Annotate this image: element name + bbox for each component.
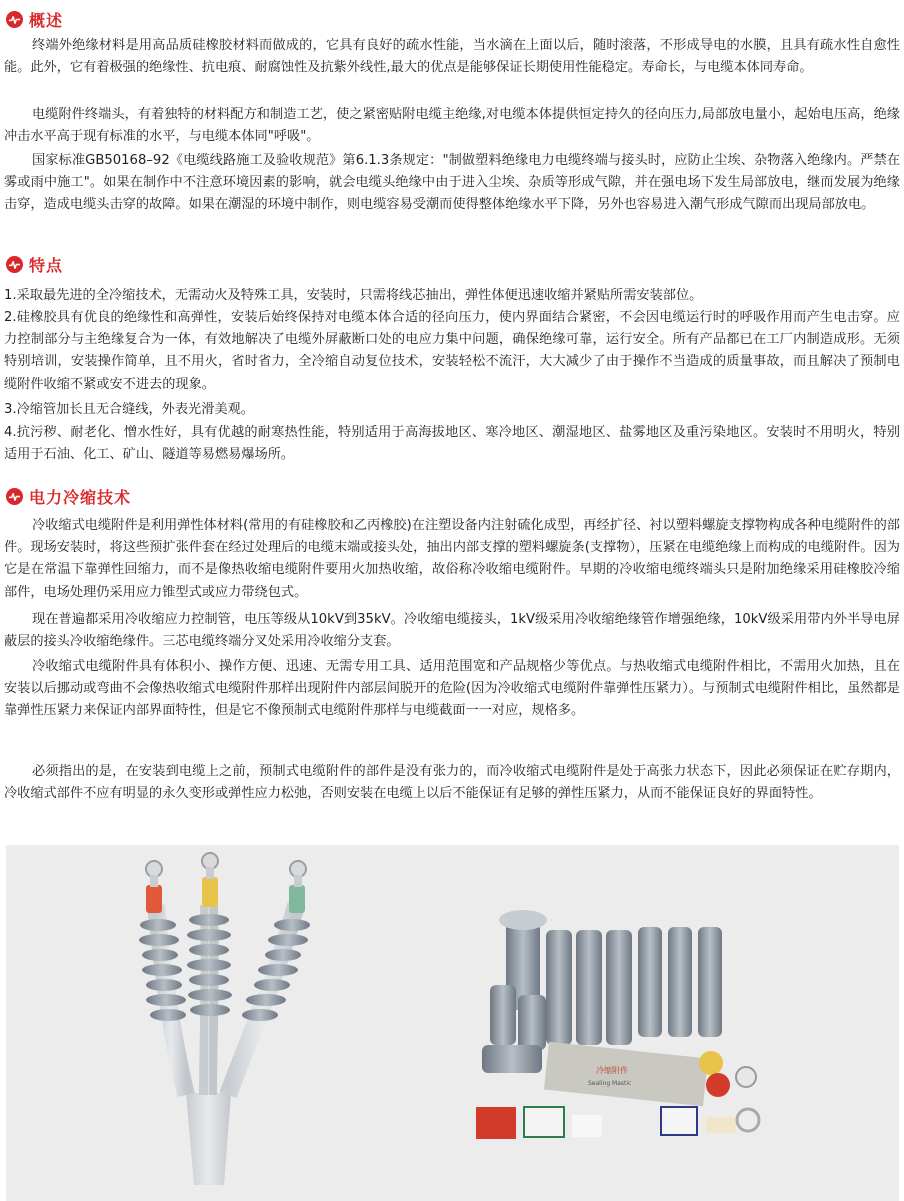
kit-label-chinese: 冷缩附件 — [596, 1066, 628, 1075]
cold-shrink-paragraph-3: 冷收缩式电缆附件具有体积小、操作方便、迅速、无需专用工具、适用范围宽和产品规格少等优点。与热收缩式电缆附件相比，不需用火加热，且在安装以后挪动或弯曲不会像热收缩式电缆附件那样出现附件内部层间脱开的危险(因为冷收缩式电缆附件靠弹性压紧力）。与预制式电缆附件相比，虽然都是靠弹性压紧力来保证内部界面特性，但是它不像预制式电缆附件那样与电缆截面一一对应，规格多。 — [4, 659, 900, 719]
overview-paragraph-2: 电缆附件终端头，有着独特的材料配方和制造工艺，使之紧密贴附电缆主绝缘,对电缆本体提供恒定持久的径向压力,局部放电量小，起始电压高，绝缘冲击水平高于现有标准的水平，与电缆本体同"呼吸"。 — [4, 107, 900, 145]
section-title-overview: 概述 — [29, 10, 64, 30]
cold-shrink-paragraph-2: 现在普遍都采用冷收缩应力控制管，电压等级从10kV到35kV。冷收缩电缆接头，1kV级采用冷收缩绝缘管作增强绝缘，10kV级采用带内外半导电屏蔽层的接头冷收缩绝缘件。三芯电缆终端分叉处采用冷收缩分支套。 — [4, 612, 900, 650]
overview-paragraph-3: 国家标准GB50168–92《电缆线路施工及验收规范》第6.1.3条规定："制做塑料绝缘电力电缆终端与接头时，应防止尘埃、杂物落入绝缘内。严禁在雾或雨中施工"。如果在制作中不注意环境因素的影响，就会电缆头绝缘中由于进入尘埃、杂质等形成气隙，并在强电场下发生局部放电，继而发展为绝缘击穿，造成电缆头击穿的故障。如果在潮湿的环境中制作，则电缆容易受潮而使得整体绝缘水平下降，另外也容易进入潮气形成气隙而出现局部放电。 — [4, 153, 900, 213]
heartbeat-icon — [6, 488, 23, 505]
product-photo-band — [6, 845, 899, 1201]
section-heading-features — [6, 253, 63, 275]
kit-label-english: Sealing Mastic — [588, 1080, 632, 1087]
cable-termination-image — [6, 845, 899, 1201]
section-heading-cold-shrink — [6, 485, 131, 507]
section-title-cold-shrink: 电力冷缩技术 — [29, 487, 132, 507]
cold-shrink-paragraph-4: 必须指出的是，在安装到电缆上之前，预制式电缆附件的部件是没有张力的，而冷收缩式电缆附件是处于高张力状态下，因此必须保证在贮存期内，冷收缩式部件不应有明显的永久变形或弹性应力松弛，否则安装在电缆上以后不能保证有足够的弹性压紧力，从而不能保证良好的界面特性。 — [4, 764, 900, 802]
heartbeat-icon — [6, 256, 23, 273]
features-item-3: 3.冷缩管加长且无合缝线，外表光滑美观。 — [4, 402, 254, 417]
cold-shrink-paragraph-1: 冷收缩式电缆附件是利用弹性体材料(常用的有硅橡胶和乙丙橡胶)在注塑设备内注射硫化成型，再经扩径、衬以塑料螺旋支撑物构成各种电缆附件的部件。现场安装时，将这些预扩张件套在经过处理后的电缆末端或接头处，抽出内部支撑的塑料螺旋条(支撑物），压紧在电缆绝缘上而构成的电缆附件。因为它是在常温下靠弹性回缩力，而不是像热收缩电缆附件要用火加热收缩，故俗称冷收缩电缆附件。早期的冷收缩电缆终端头只是附加绝缘采用硅橡胶冷缩部件，电场处理仍采用应力锥型式或应力带绕包式。 — [4, 518, 900, 600]
features-item-1: 1.采取最先进的全冷缩技术，无需动火及特殊工具，安装时，只需将线芯抽出，弹性体便迅速收缩并紧贴所需安装部位。 — [4, 288, 703, 303]
features-item-4: 4.抗污秽、耐老化、憎水性好，具有优越的耐寒热性能，特别适用于高海拔地区、寒冷地区、潮湿地区、盐雾地区及重污染地区。安装时不用明火，特别适用于石油、化工、矿山、隧道等易燃易爆场所。 — [4, 425, 900, 463]
heartbeat-icon — [6, 11, 23, 28]
features-item-2: 2.硅橡胶具有优良的绝缘性和高弹性，安装后始终保持对电缆本体合适的径向压力，使内界面结合紧密，不会因电缆运行时的呼吸作用而产生电击穿。应力控制部分与主绝缘复合为一体，有效地解决了电缆外屏蔽断口处的电应力集中问题，确保绝缘可靠，运行安全。所有产品都已在工厂内制造成形。无须特别培训，安装操作简单，且不用火，省时省力，全冷缩自动复位技术，安装轻松不流汗，大大减少了由于操作不当造成的质量事故，而且解决了预制电缆附件收缩不紧或安不进去的现象。 — [4, 310, 900, 392]
section-title-features: 特点 — [29, 255, 64, 275]
section-heading-overview — [6, 8, 63, 30]
overview-paragraph-1: 终端外绝缘材料是用高品质硅橡胶材料而做成的，它具有良好的疏水性能，当水滴在上面以后，随时滚落，不形成导电的水膜，且具有疏水性自愈性能。此外，它有着极强的绝缘性、抗电痕、耐腐蚀性及抗紫外线性,最大的优点是能够保证长期使用性能稳定。寿命长，与电缆本体同寿命。 — [4, 38, 900, 76]
